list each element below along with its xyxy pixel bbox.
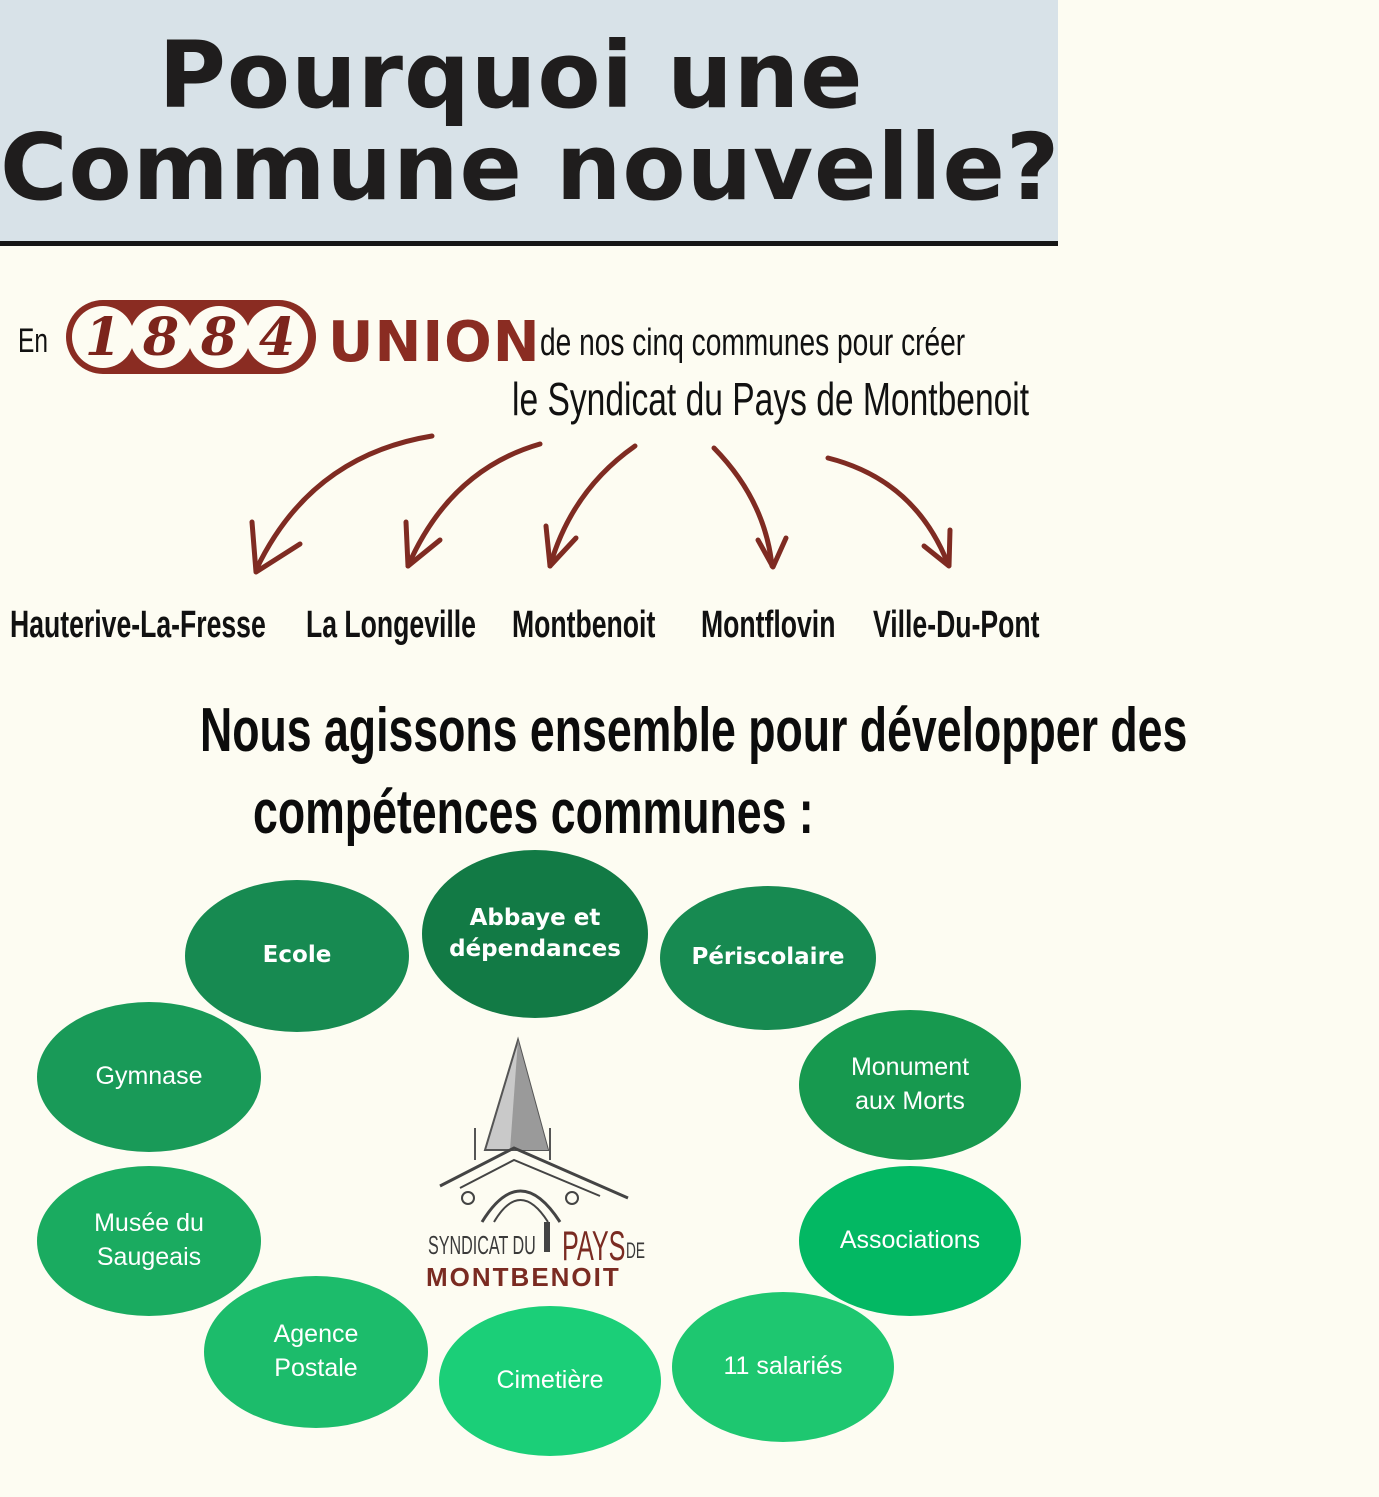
commune-ville-du-pont: Ville-Du-Pont — [873, 604, 1040, 646]
logo-text-montbenoit: MONTBENOIT — [426, 1262, 621, 1292]
intro-line2: le Syndicat du Pays de Montbenoit — [512, 373, 1030, 425]
header-banner — [0, 0, 1061, 246]
year-digit: 1 — [72, 306, 134, 368]
commune-la-longeville: La Longeville — [306, 604, 476, 646]
logo-text-syndicat: SYNDICAT DU — [428, 1230, 536, 1260]
logo-text-de: DE — [626, 1238, 645, 1263]
commune-hauterive: Hauterive-La-Fresse — [10, 604, 266, 646]
bubble-gymnase: Gymnase — [37, 1002, 261, 1152]
subtitle-line2: compétences communes : — [252, 778, 814, 847]
bubble-periscolaire: Périscolaire — [660, 886, 876, 1030]
page-title-line1: Pourquoi une — [158, 22, 864, 129]
intro-prefix: En — [18, 322, 48, 360]
bubble-agence-postale: Agence Postale — [204, 1276, 428, 1428]
arrow-icon — [550, 446, 635, 566]
arrows-graphic — [0, 420, 1058, 590]
commune-montbenoit: Montbenoit — [512, 604, 656, 646]
bubble-salaries: 11 salariés — [672, 1292, 894, 1442]
year-digit: 8 — [188, 306, 250, 368]
bubble-monument: Monument aux Morts — [799, 1010, 1021, 1160]
year-badge — [66, 300, 316, 374]
bubble-ecole: Ecole — [185, 880, 409, 1032]
bubble-associations: Associations — [799, 1166, 1021, 1316]
bubble-abbaye: Abbaye et dépendances — [422, 850, 648, 1018]
page-title-line2: Commune nouvelle? — [0, 114, 1061, 221]
intro-line1: de nos cinq communes pour créer — [540, 322, 966, 364]
year-digit: 8 — [130, 306, 192, 368]
commune-montflovin: Montflovin — [701, 604, 836, 646]
year-digit: 4 — [246, 306, 308, 368]
subtitle-line1: Nous agissons ensemble pour développer des — [199, 696, 1188, 765]
union-label: UNION — [328, 310, 541, 375]
bubble-cimetiere: Cimetière — [439, 1306, 661, 1456]
bubble-musee: Musée du Saugeais — [37, 1166, 261, 1316]
logo-text-pays: PAYS — [562, 1222, 626, 1269]
